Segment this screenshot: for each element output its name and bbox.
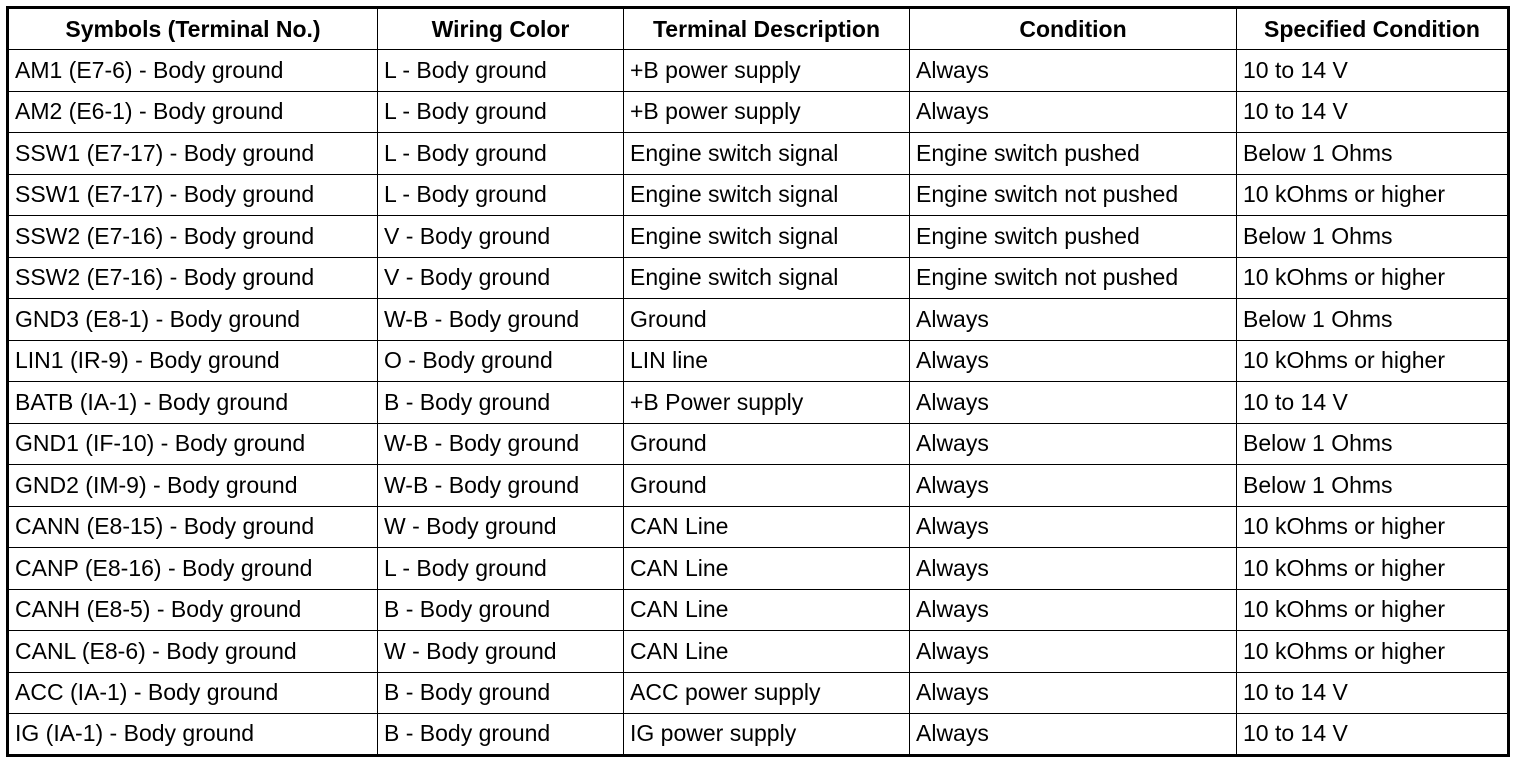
cell-terminal-description: Ground (624, 465, 910, 507)
table-row (8, 506, 1509, 548)
cell-symbol: CANN (E8-15) - Body ground (8, 506, 378, 548)
header-terminal-description: Terminal Description (624, 8, 910, 50)
table-row (8, 631, 1509, 673)
cell-condition: Always (910, 506, 1237, 548)
header-symbols: Symbols (Terminal No.) (8, 8, 378, 50)
cell-terminal-description: Engine switch signal (624, 133, 910, 175)
cell-condition: Always (910, 465, 1237, 507)
cell-symbol: AM2 (E6-1) - Body ground (8, 91, 378, 133)
cell-specified-condition: Below 1 Ohms (1237, 299, 1509, 341)
cell-condition: Engine switch pushed (910, 133, 1237, 175)
table-row (8, 174, 1509, 216)
cell-wiring-color: L - Body ground (378, 174, 624, 216)
table-row (8, 465, 1509, 507)
cell-specified-condition: 10 kOhms or higher (1237, 340, 1509, 382)
cell-symbol: GND1 (IF-10) - Body ground (8, 423, 378, 465)
cell-specified-condition: 10 kOhms or higher (1237, 548, 1509, 590)
cell-terminal-description: CAN Line (624, 548, 910, 590)
cell-specified-condition: 10 to 14 V (1237, 672, 1509, 714)
cell-condition: Always (910, 714, 1237, 756)
table-row (8, 257, 1509, 299)
cell-condition: Always (910, 589, 1237, 631)
cell-condition: Always (910, 631, 1237, 673)
cell-terminal-description: Engine switch signal (624, 216, 910, 258)
cell-specified-condition: 10 to 14 V (1237, 91, 1509, 133)
cell-condition: Always (910, 299, 1237, 341)
cell-wiring-color: O - Body ground (378, 340, 624, 382)
cell-symbol: GND2 (IM-9) - Body ground (8, 465, 378, 507)
cell-terminal-description: CAN Line (624, 589, 910, 631)
cell-wiring-color: L - Body ground (378, 548, 624, 590)
cell-symbol: LIN1 (IR-9) - Body ground (8, 340, 378, 382)
cell-terminal-description: CAN Line (624, 506, 910, 548)
header-specified-condition: Specified Condition (1237, 8, 1509, 50)
cell-terminal-description: Ground (624, 299, 910, 341)
table-row (8, 714, 1509, 756)
cell-terminal-description: Engine switch signal (624, 174, 910, 216)
cell-wiring-color: V - Body ground (378, 257, 624, 299)
cell-specified-condition: 10 kOhms or higher (1237, 174, 1509, 216)
cell-symbol: CANL (E8-6) - Body ground (8, 631, 378, 673)
cell-condition: Engine switch not pushed (910, 257, 1237, 299)
cell-specified-condition: 10 kOhms or higher (1237, 257, 1509, 299)
cell-specified-condition: 10 kOhms or higher (1237, 589, 1509, 631)
table-row (8, 423, 1509, 465)
table-row (8, 672, 1509, 714)
cell-terminal-description: +B Power supply (624, 382, 910, 424)
cell-terminal-description: CAN Line (624, 631, 910, 673)
table-body (8, 50, 1509, 756)
cell-condition: Always (910, 672, 1237, 714)
cell-symbol: SSW2 (E7-16) - Body ground (8, 216, 378, 258)
cell-condition: Engine switch not pushed (910, 174, 1237, 216)
cell-symbol: AM1 (E7-6) - Body ground (8, 50, 378, 92)
cell-terminal-description: IG power supply (624, 714, 910, 756)
cell-condition: Always (910, 50, 1237, 92)
cell-specified-condition: 10 kOhms or higher (1237, 506, 1509, 548)
table-header (8, 8, 1509, 50)
cell-wiring-color: L - Body ground (378, 50, 624, 92)
cell-specified-condition: 10 to 14 V (1237, 714, 1509, 756)
cell-wiring-color: B - Body ground (378, 672, 624, 714)
table-row (8, 340, 1509, 382)
cell-condition: Always (910, 91, 1237, 133)
header-wiring-color: Wiring Color (378, 8, 624, 50)
cell-wiring-color: B - Body ground (378, 714, 624, 756)
header-condition: Condition (910, 8, 1237, 50)
cell-specified-condition: Below 1 Ohms (1237, 133, 1509, 175)
cell-terminal-description: LIN line (624, 340, 910, 382)
table-row (8, 589, 1509, 631)
cell-wiring-color: B - Body ground (378, 589, 624, 631)
cell-specified-condition: 10 kOhms or higher (1237, 631, 1509, 673)
header-row (8, 8, 1509, 50)
terminal-spec-table (6, 6, 1510, 757)
cell-symbol: SSW1 (E7-17) - Body ground (8, 133, 378, 175)
table-row (8, 382, 1509, 424)
table-row (8, 50, 1509, 92)
cell-symbol: IG (IA-1) - Body ground (8, 714, 378, 756)
table-row (8, 133, 1509, 175)
cell-symbol: CANH (E8-5) - Body ground (8, 589, 378, 631)
cell-symbol: BATB (IA-1) - Body ground (8, 382, 378, 424)
cell-condition: Engine switch pushed (910, 216, 1237, 258)
cell-terminal-description: Ground (624, 423, 910, 465)
cell-condition: Always (910, 423, 1237, 465)
cell-wiring-color: W - Body ground (378, 631, 624, 673)
cell-symbol: SSW2 (E7-16) - Body ground (8, 257, 378, 299)
cell-condition: Always (910, 548, 1237, 590)
cell-specified-condition: Below 1 Ohms (1237, 465, 1509, 507)
cell-terminal-description: ACC power supply (624, 672, 910, 714)
cell-wiring-color: L - Body ground (378, 91, 624, 133)
spec-table-container (6, 6, 1510, 757)
cell-wiring-color: W - Body ground (378, 506, 624, 548)
cell-condition: Always (910, 340, 1237, 382)
cell-specified-condition: Below 1 Ohms (1237, 216, 1509, 258)
cell-terminal-description: +B power supply (624, 50, 910, 92)
cell-symbol: ACC (IA-1) - Body ground (8, 672, 378, 714)
cell-condition: Always (910, 382, 1237, 424)
cell-wiring-color: W-B - Body ground (378, 423, 624, 465)
cell-symbol: CANP (E8-16) - Body ground (8, 548, 378, 590)
cell-terminal-description: +B power supply (624, 91, 910, 133)
cell-wiring-color: W-B - Body ground (378, 299, 624, 341)
table-row (8, 91, 1509, 133)
cell-specified-condition: Below 1 Ohms (1237, 423, 1509, 465)
table-row (8, 216, 1509, 258)
cell-wiring-color: L - Body ground (378, 133, 624, 175)
cell-wiring-color: W-B - Body ground (378, 465, 624, 507)
cell-wiring-color: B - Body ground (378, 382, 624, 424)
cell-specified-condition: 10 to 14 V (1237, 50, 1509, 92)
cell-symbol: GND3 (E8-1) - Body ground (8, 299, 378, 341)
table-row (8, 548, 1509, 590)
cell-specified-condition: 10 to 14 V (1237, 382, 1509, 424)
table-row (8, 299, 1509, 341)
cell-symbol: SSW1 (E7-17) - Body ground (8, 174, 378, 216)
cell-terminal-description: Engine switch signal (624, 257, 910, 299)
cell-wiring-color: V - Body ground (378, 216, 624, 258)
